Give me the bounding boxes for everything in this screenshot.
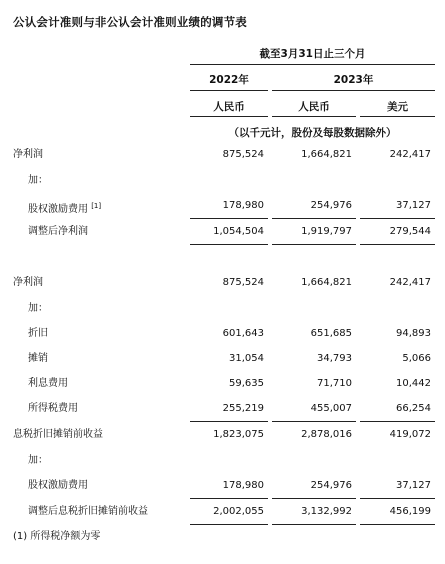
value-2022: 875,524	[222, 277, 264, 288]
value-2022: 178,980	[222, 480, 264, 491]
table-row	[0, 346, 445, 372]
value-2023-rmb: 1,919,797	[301, 226, 352, 237]
value-2023-usd: 10,442	[396, 378, 431, 389]
row-label: 摊销	[28, 353, 48, 364]
table-title: 公认会计准则与非公认会计准则业绩的调节表	[13, 15, 247, 29]
table-row	[0, 193, 445, 219]
value-2023-rmb: 2,878,016	[301, 429, 352, 440]
value-2023-rmb: 1,664,821	[301, 277, 352, 288]
divider	[272, 244, 356, 245]
value-2023-usd: 242,417	[389, 277, 431, 288]
value-2023-rmb: 254,976	[310, 200, 352, 211]
divider	[360, 524, 435, 525]
row-label: 调整后息税折旧摊销前收益	[28, 506, 148, 517]
period-header: 截至3月31日止三个月	[259, 48, 366, 60]
value-2023-usd: 279,544	[389, 226, 431, 237]
year-2022-header: 2022年	[209, 74, 249, 86]
divider	[190, 64, 435, 65]
divider	[272, 116, 356, 117]
table-row	[0, 270, 445, 296]
value-2023-usd: 456,199	[389, 506, 431, 517]
row-label: 息税折旧摊销前收益	[13, 429, 103, 440]
table-row	[0, 296, 445, 322]
row-label: 净利润	[13, 277, 43, 288]
table-row	[0, 448, 445, 474]
value-2022: 31,054	[229, 353, 264, 364]
divider	[360, 116, 435, 117]
unit-note: （以千元计，股份及每股数据除外）	[228, 127, 397, 139]
row-label: 折旧	[28, 328, 48, 339]
footnote: (1) 所得税净额为零	[13, 531, 101, 542]
value-2023-usd: 242,417	[389, 149, 431, 160]
divider	[190, 90, 268, 91]
row-label: 所得税费用	[28, 403, 78, 414]
value-2023-usd: 419,072	[389, 429, 431, 440]
divider	[272, 90, 435, 91]
value-2023-usd: 37,127	[396, 200, 431, 211]
divider	[190, 524, 268, 525]
divider	[272, 524, 356, 525]
value-2022: 601,643	[222, 328, 264, 339]
row-label: 股权激励费用	[28, 480, 88, 491]
value-2023-rmb: 1,664,821	[301, 149, 352, 160]
table-row	[0, 396, 445, 422]
currency-header-rmb-2023: 人民币	[298, 101, 330, 113]
value-2023-usd: 94,893	[396, 328, 431, 339]
row-label: 加：	[28, 303, 48, 314]
table-row	[0, 219, 445, 245]
divider	[360, 244, 435, 245]
year-2023-header: 2023年	[333, 74, 374, 86]
value-2023-rmb: 254,976	[310, 480, 352, 491]
value-2023-rmb: 455,007	[310, 403, 352, 414]
row-label: 净利润	[13, 149, 43, 160]
value-2022: 875,524	[222, 149, 264, 160]
value-2023-usd: 66,254	[396, 403, 431, 414]
value-2023-rmb: 71,710	[317, 378, 352, 389]
value-2023-rmb: 34,793	[317, 353, 352, 364]
footnote-ref: [1]	[91, 202, 102, 210]
table-row	[0, 422, 445, 448]
currency-header-rmb-2022: 人民币	[213, 101, 245, 113]
value-2023-usd: 37,127	[396, 480, 431, 491]
row-label: 利息费用	[28, 378, 68, 389]
value-2022: 2,002,055	[213, 506, 264, 517]
value-2022: 178,980	[222, 200, 264, 211]
value-2022: 1,823,075	[213, 429, 264, 440]
value-2023-rmb: 3,132,992	[301, 506, 352, 517]
table-row	[0, 371, 445, 397]
row-label: 调整后净利润	[28, 226, 88, 237]
divider	[190, 116, 268, 117]
value-2022: 1,054,504	[213, 226, 264, 237]
table-row	[0, 168, 445, 194]
value-2023-usd: 5,066	[402, 353, 431, 364]
table-row	[0, 142, 445, 168]
table-row	[0, 321, 445, 347]
currency-header-usd: 美元	[387, 101, 408, 113]
value-2022: 255,219	[222, 403, 264, 414]
row-label-text: 股权激励费用	[28, 204, 88, 215]
value-2022: 59,635	[229, 378, 264, 389]
table-row	[0, 473, 445, 499]
value-2023-rmb: 651,685	[310, 328, 352, 339]
divider	[190, 244, 268, 245]
row-label: 加：	[28, 175, 48, 186]
table-row	[0, 499, 445, 525]
row-label: 加：	[28, 455, 48, 466]
